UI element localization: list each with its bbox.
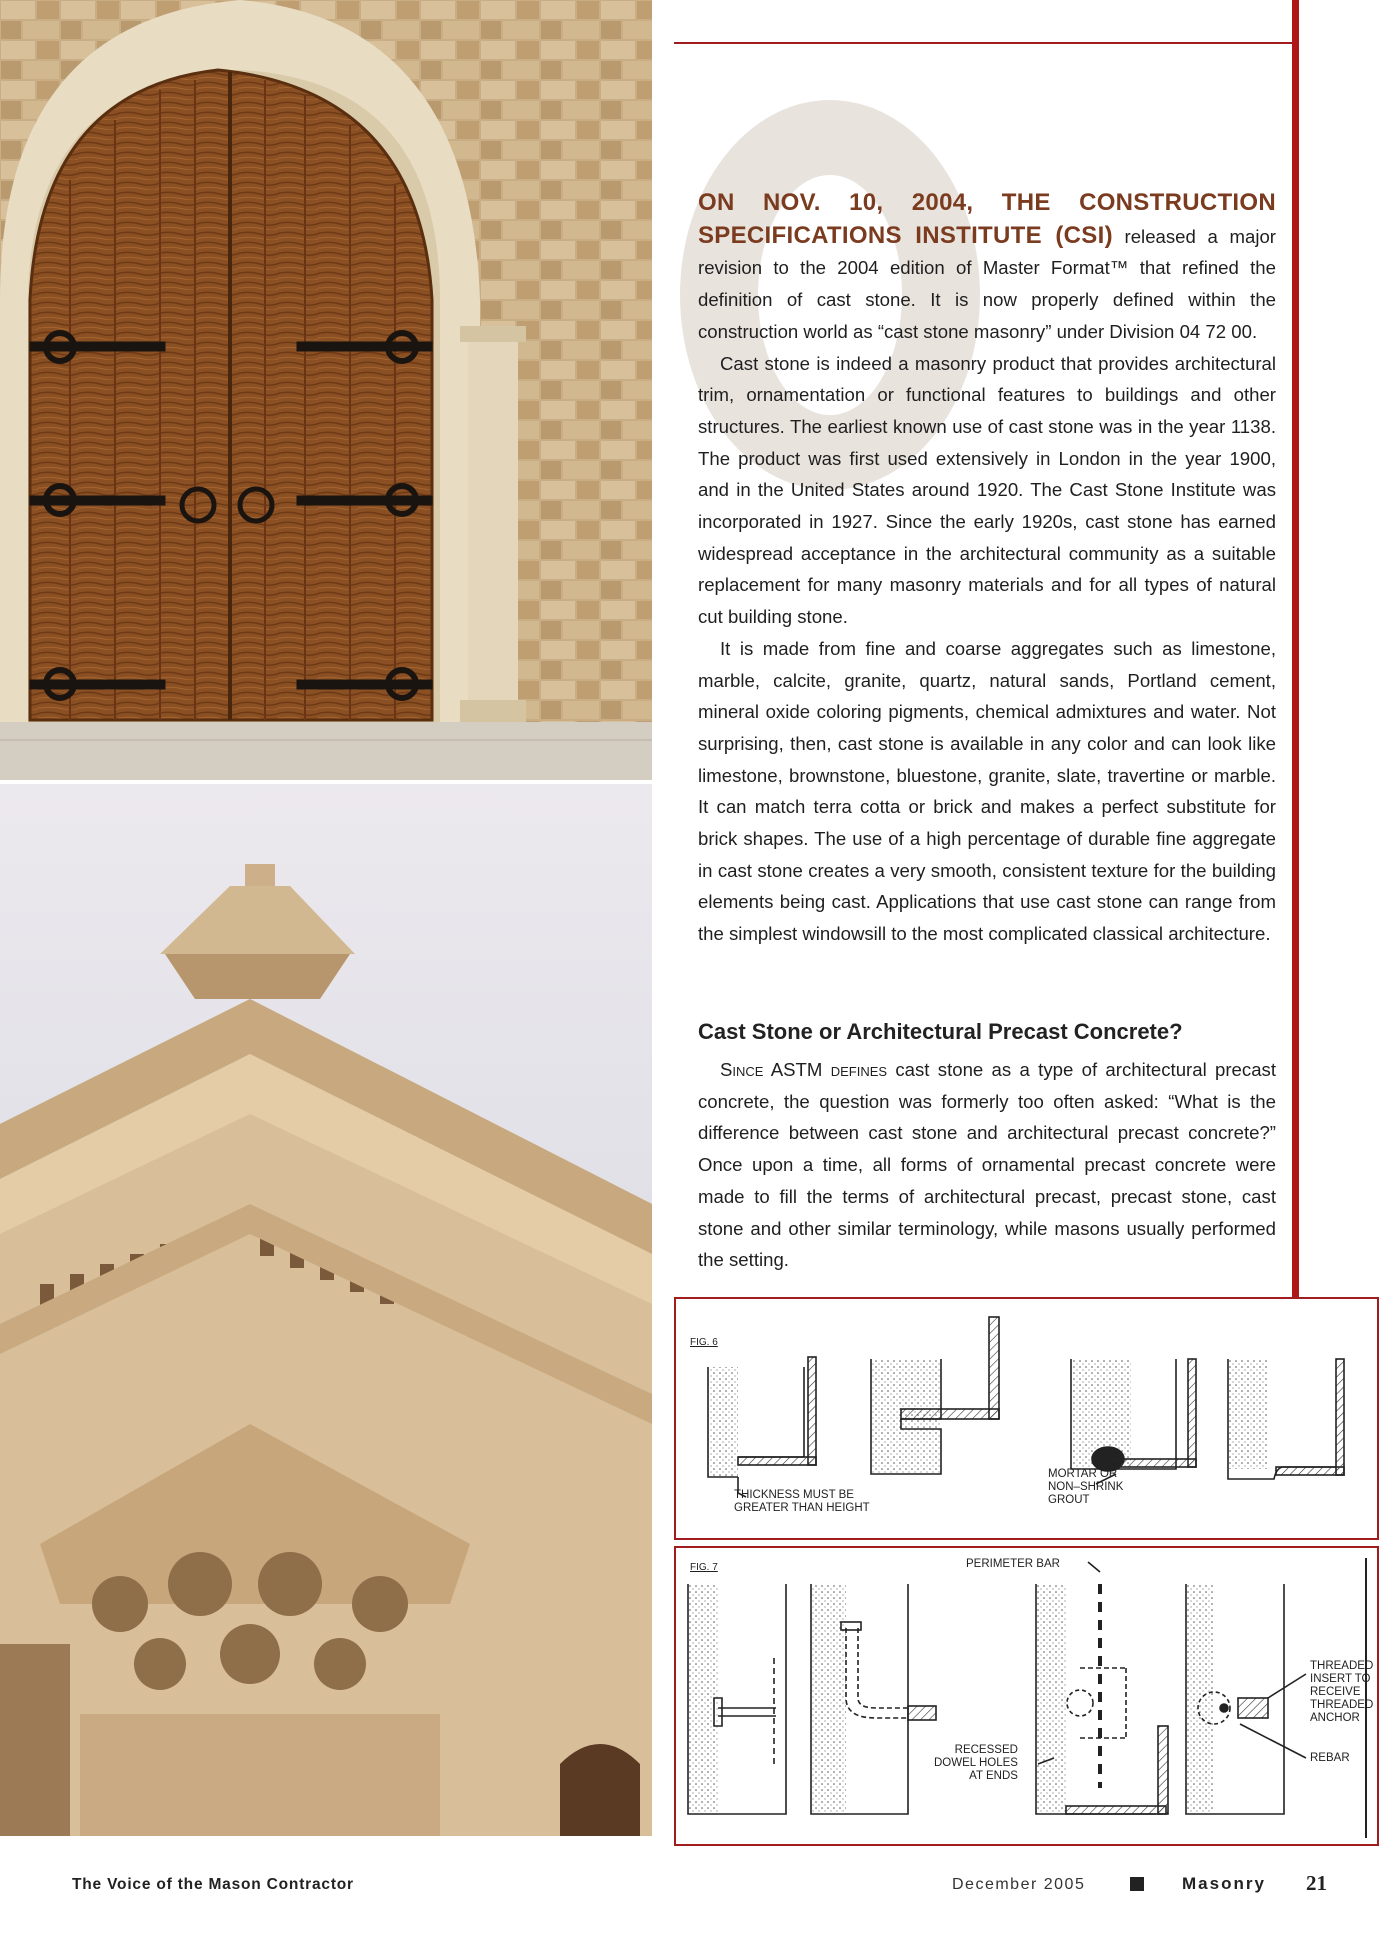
footer-tagline: The Voice of the Mason Contractor [72, 1876, 354, 1893]
page-number: 21 [1306, 1871, 1327, 1895]
article-body-top [698, 187, 1276, 950]
corinthian-cornice-photo [0, 784, 652, 1844]
threaded-note-line-1: THREADED [1310, 1660, 1374, 1672]
mortar-note [1048, 1468, 1123, 1507]
gothic-door-photo [0, 0, 652, 780]
rebar-note: REBAR [1310, 1752, 1350, 1764]
article-body-bottom [698, 1054, 1276, 1276]
threaded-note-line-3: RECEIVE [1310, 1686, 1361, 1698]
threaded-note-line-4: THREADED [1310, 1699, 1374, 1711]
article-paragraph-1 [698, 187, 1276, 348]
figure-6-label: FIG. 6 [690, 1337, 718, 1348]
thickness-note-line-1: THICKNESS MUST BE [734, 1489, 854, 1501]
article-paragraph-2: Cast stone is indeed a masonry product that provides architectural trim, ornamentation or functional features to buildings and other structures. The earliest known use of cast stone was in the year 1138. The product was first used extensively in London in the year 1900, and in the United States around 1920. The Cast Stone Institute was incorporated in 1927. Since the early 1920s, cast stone has earned widespread acceptance in the architectural community as a suitable replacement for many masonry materials and for all types of natural cut building stone. [698, 352, 1276, 628]
run-in-text: Since ASTM defines [720, 1059, 888, 1080]
recessed-note-line-3: AT ENDS [969, 1770, 1018, 1782]
mortar-note-line-2: NON–SHRINK [1048, 1481, 1124, 1493]
mortar-note-line-1: MORTAR OR [1048, 1468, 1118, 1480]
footer-square-icon [1130, 1877, 1144, 1891]
figure-7-label: FIG. 7 [690, 1562, 718, 1573]
threaded-note-line-2: INSERT TO [1310, 1673, 1371, 1685]
mortar-note-line-3: GROUT [1048, 1494, 1090, 1506]
accent-rule [1292, 0, 1299, 1297]
thickness-note-line-2: GREATER THAN HEIGHT [734, 1502, 870, 1514]
article-paragraph-3: It is made from fine and coarse aggregates such as limestone, marble, calcite, granite, quartz, natural sands, Portland cement, mineral oxide coloring pigments, chemical admixtures and water. Not surprising, then, cast stone is available in any color and can look like limestone, brownstone, bluestone, granite, slate, travertine or marble. It can match terra cotta or brick and makes a perfect substitute for brick shapes. The use of a high percentage of durable fine aggregate in cast stone creates a very smooth, consistent texture for the building elements being cast. Applications that use cast stone can range from the simplest windowsill to the most complicated classical architecture. [698, 637, 1276, 945]
footer-magazine-name: Masonry [1182, 1874, 1266, 1893]
thickness-note [734, 1489, 870, 1515]
threaded-note-line-5: ANCHOR [1310, 1712, 1360, 1724]
figure-6 [674, 1297, 1379, 1540]
paragraph-4-text: cast stone as a type of architectural precast concrete, the question was formerly too often asked: “What is the difference between cast stone and architectural precast concrete?” Once upon a time, all forms of ornamental precast concrete were made to fill the terms of architectural precast, precast stone, cast stone and other similar terminology, while masons usually performed the setting. [698, 1059, 1276, 1271]
figure-7-drawing [676, 1548, 1377, 1844]
section-subhead: Cast Stone or Architectural Precast Concrete? [698, 1019, 1183, 1044]
figure-7 [674, 1546, 1379, 1846]
paragraph-1-text: released a major revision to the 2004 edition of Master Format™ that refined the definition of cast stone. It is now properly defined within the construction world as “cast stone masonry” under Division 04 72 00. [698, 225, 1276, 342]
threaded-insert-note [1310, 1660, 1373, 1725]
lead-in: ON NOV. 10, 2004, THE CONSTRUCTION SPECIFICATIONS INSTITUTE (CSI) [698, 189, 1276, 249]
article-paragraph-4 [698, 1054, 1276, 1276]
recessed-note-line-1: RECESSED [954, 1744, 1018, 1756]
perimeter-bar-note: PERIMETER BAR [966, 1558, 1060, 1570]
recessed-note-line-2: DOWEL HOLES [934, 1757, 1018, 1769]
recessed-dowel-note [934, 1744, 1018, 1783]
footer-date: December 2005 [952, 1876, 1086, 1893]
